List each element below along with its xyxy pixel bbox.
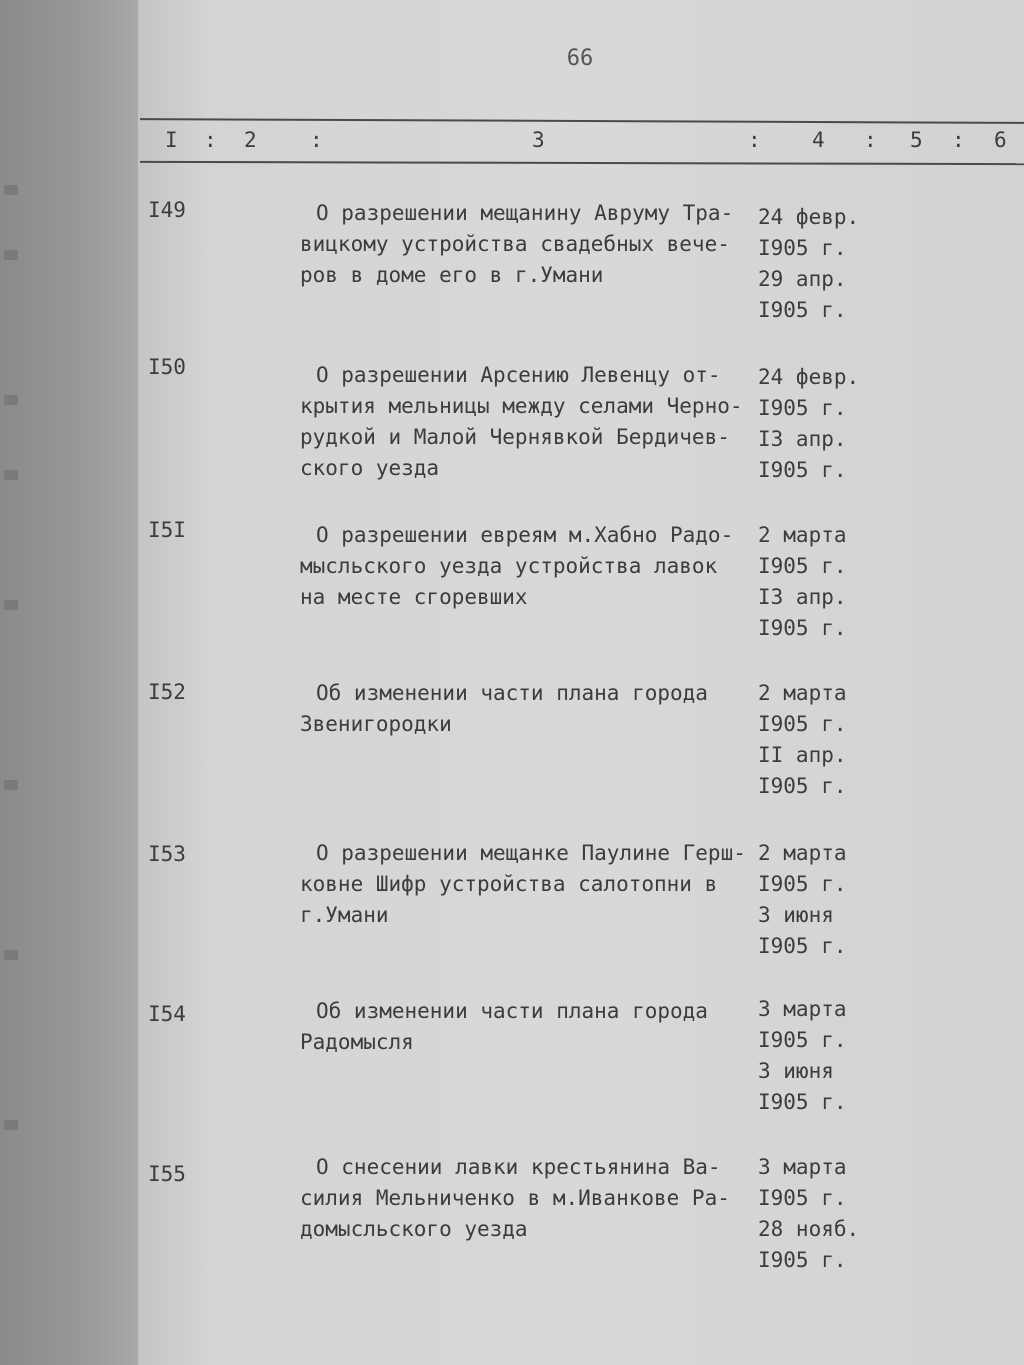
- col-separator: :: [864, 128, 877, 152]
- date-line: 29 апр.: [758, 267, 847, 291]
- date-line: 2 марта: [758, 841, 847, 865]
- text-line: ского уезда: [300, 456, 440, 480]
- entry-dates: [758, 362, 868, 486]
- date-line: I905 г.: [758, 554, 847, 578]
- date-line: 3 июня: [758, 1059, 834, 1083]
- entry-number: I53: [148, 842, 186, 866]
- entry-number: I54: [148, 1002, 186, 1026]
- date-line: I905 г.: [758, 1028, 847, 1052]
- col-1-header: I: [165, 128, 178, 152]
- col-5-header: 5: [910, 128, 923, 152]
- entry-description: [300, 838, 750, 931]
- col-separator: :: [748, 128, 761, 152]
- date-line: I905 г.: [758, 1090, 847, 1114]
- date-line: I905 г.: [758, 872, 847, 896]
- date-line: 24 февр.: [758, 205, 860, 229]
- text-line: О снесении лавки крестьянина Ва-: [316, 1155, 721, 1179]
- margin-mark: [4, 780, 18, 790]
- text-line: г.Умани: [300, 903, 389, 927]
- margin-mark: [4, 395, 18, 405]
- text-line: на месте сгоревших: [300, 585, 528, 609]
- date-line: I905 г.: [758, 774, 847, 798]
- margin-mark: [4, 950, 18, 960]
- text-line: ров в доме его в г.Умани: [300, 263, 604, 287]
- date-line: 24 февр.: [758, 365, 860, 389]
- col-separator: :: [310, 128, 323, 152]
- entry-number: I52: [148, 680, 186, 704]
- text-line: Радомысля: [300, 1030, 414, 1054]
- date-line: 2 марта: [758, 523, 847, 547]
- entry-description: [300, 678, 750, 740]
- date-line: I905 г.: [758, 396, 847, 420]
- entry-number: I5I: [148, 518, 186, 542]
- text-line: Об изменении части плана города: [316, 999, 708, 1023]
- entry-dates: [758, 838, 868, 962]
- margin-mark: [4, 185, 18, 195]
- margin-mark: [4, 250, 18, 260]
- text-line: рудкой и Малой Чернявкой Бердичев-: [300, 425, 730, 449]
- text-line: ковне Шифр устройства салотопни в: [300, 872, 718, 896]
- entry-dates: [758, 520, 868, 644]
- entry-description: [300, 360, 750, 484]
- entry-description: [300, 1152, 750, 1245]
- col-6-header: 6: [994, 128, 1007, 152]
- date-line: I905 г.: [758, 236, 847, 260]
- text-line: О разрешении Арсению Левенцу от-: [316, 363, 721, 387]
- margin-mark: [4, 470, 18, 480]
- margin-mark: [4, 1120, 18, 1130]
- entry-dates: [758, 202, 868, 326]
- col-4-header: 4: [812, 128, 825, 152]
- entry-dates: [758, 994, 868, 1118]
- facing-page-edge: [0, 0, 150, 1365]
- text-line: домысльского уезда: [300, 1217, 528, 1241]
- entry-dates: [758, 678, 868, 802]
- date-line: I905 г.: [758, 298, 847, 322]
- date-line: I905 г.: [758, 934, 847, 958]
- entry-number: I50: [148, 355, 186, 379]
- text-line: силия Мельниченко в м.Иванкове Ра-: [300, 1186, 730, 1210]
- text-line: крытия мельницы между селами Черно-: [300, 394, 743, 418]
- date-line: I3 апр.: [758, 427, 847, 451]
- col-2-header: 2: [244, 128, 257, 152]
- date-line: I905 г.: [758, 1186, 847, 1210]
- col-3-header: 3: [532, 128, 545, 152]
- date-line: II апр.: [758, 743, 847, 767]
- page-number: 66: [566, 46, 594, 71]
- date-line: I3 апр.: [758, 585, 847, 609]
- text-line: О разрешении евреям м.Хабно Радо-: [316, 523, 734, 547]
- date-line: 3 марта: [758, 1155, 847, 1179]
- entry-dates: [758, 1152, 868, 1276]
- text-line: мысльского уезда устройства лавок: [300, 554, 718, 578]
- text-line: О разрешении мещанину Авруму Тра-: [316, 201, 734, 225]
- entry-description: [300, 996, 750, 1058]
- date-line: I905 г.: [758, 616, 847, 640]
- date-line: 3 июня: [758, 903, 834, 927]
- margin-mark: [4, 600, 18, 610]
- entry-description: [300, 198, 750, 291]
- entry-number: I49: [148, 198, 186, 222]
- text-line: Об изменении части плана города: [316, 681, 708, 705]
- date-line: 28 нояб.: [758, 1217, 860, 1241]
- text-line: Звенигородки: [300, 712, 452, 736]
- date-line: 2 марта: [758, 681, 847, 705]
- col-separator: :: [204, 128, 217, 152]
- text-line: вицкому устройства свадебных вече-: [300, 232, 730, 256]
- date-line: I905 г.: [758, 712, 847, 736]
- date-line: I905 г.: [758, 1248, 847, 1272]
- entry-description: [300, 520, 750, 613]
- entry-number: I55: [148, 1162, 186, 1186]
- date-line: 3 марта: [758, 997, 847, 1021]
- date-line: I905 г.: [758, 458, 847, 482]
- text-line: О разрешении мещанке Паулине Герш-: [316, 841, 746, 865]
- col-separator: :: [952, 128, 965, 152]
